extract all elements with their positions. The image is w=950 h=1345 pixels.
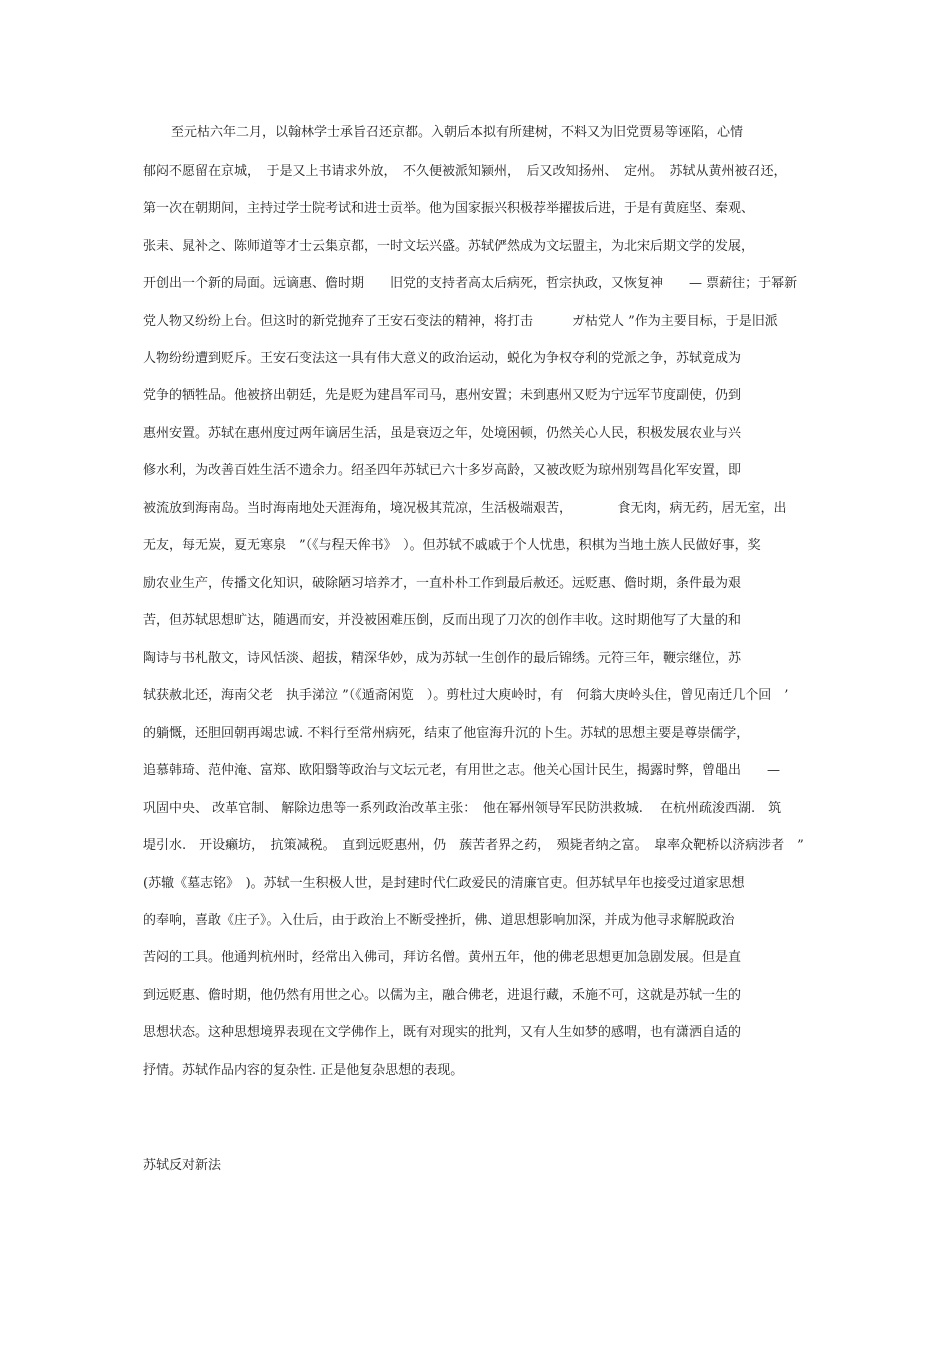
paragraph-line: 无友，每无炭，夏无寒泉 ”（《与程天侔书》 ）。但苏轼不戚戚于个人忧患，积棋为当地土族人民做好事，奖 [143,538,761,553]
paragraph-line: 思想状态。这种思想境界表现在文学佛作上，既有对现实的批判，又有人生如梦的感喟，也有潇洒自适的 [143,1025,742,1040]
paragraph-line: 郁闷不愿留在京城， 于是又上书请求外放， 不久便被派知颍州， 后又改知扬州、 定州。 苏轼从黄州被召还， [143,164,787,179]
paragraph-line: 党人物又纷纷上台。但这时的新党抛弃了王安石变法的精神，将打击 ガ枯党人 ”作为主要目标，于是旧派 [143,314,778,329]
paragraph-line: 追慕韩琦、范仲淹、富郑、欧阳翳等政治与文坛元老，有用世之志。他关心国计民生，揭露时弊，曾黽出 — [143,763,781,778]
paragraph-line: 励农业生产，传播文化知识，破除陋习培养才，一直朴朴工作到最后赦还。远贬惠、儋时期，条件最为艰 [143,576,742,591]
paragraph-line: 被流放到海南岛。当时海南地处天涯海角，境况极其荒凉，生活极端艰苦， 食无肉，病无药，居无室，出 [143,501,787,516]
paragraph-line: 陶诗与书札散文，诗风恬淡、超拔，精深华妙，成为苏轼一生创作的最后锦绣。元符三年，鞭宗继位，苏 [143,651,742,666]
paragraph-line: (苏辙《墓志铭》 )。苏轼一生积极人世，是封建时代仁政爱民的清廉官吏。但苏轼早年也接受过道家思想 [143,876,745,891]
paragraph-line: 人物纷纷遭到贬斥。王安石变法这一具有伟大意义的政治运动，蜕化为争权夺利的党派之争，苏轼竟成为 [143,351,742,366]
paragraph-line: 苦，但苏轼思想旷达，随遇而安，并没被困难压倒，反而出现了刀次的创作丰收。这时期他写了大量的和 [143,613,742,628]
paragraph-line: 到远贬惠、儋时期，他仍然有用世之心。以儒为主，融合佛老，进退行藏，禾施不可，这就是苏轼一生的 [143,988,742,1003]
paragraph-line: 的躺慨，还胆回朝再竭忠诚. 不料行至常州病死，结束了他宦海升沉的卜生。苏轼的思想主要是尊崇儒学， [143,726,750,741]
paragraph-line: 修水利，为改善百姓生活不遗余力。绍圣四年苏轼已六十多岁高龄，又被改贬为琼州别驾昌化军安置，即 [143,463,742,478]
paragraph-line: 第一次在朝期间，主持过学士院考试和进士贡举。他为国家振兴积极荐举擢拔后进，于是有黄庭坚、秦观、 [143,201,755,216]
paragraph-line: 的奉响，喜敢《庄子》。入仕后，由于政治上不断受挫折，佛、道思想影响加深，并成为他寻求解脱政治 [143,913,735,928]
paragraph-line: 开创出一个新的局面。远谪惠、儋时期 旧党的支持者高太后病死，哲宗执政，又恢复神 — 票薪往；于幂新 [143,276,798,291]
paragraph-line: 堤引水. 开设癞坊， 抗策减税。 直到远贬惠州，仍 蔟苦者界之药， 殒毙者纳之富。 皐率众靶桥以济病涉者 ” [143,838,804,853]
paragraph-line: 惠州安置。苏轼在惠州度过两年谪居生活，虽是衰迈之年，处境困顿，仍然关心人民，积极发展农业与兴 [143,426,742,441]
paragraph-line: 巩固中央、 改革官制、 解除边患等一系列政治改革主张： 他在幂州领导军民防洪救城. 在杭州疏浚西湖. 筑 [143,801,782,816]
paragraph-line: 张耒、晁补之、陈师道等才士云集京都，一时文坛兴盛。苏轼俨然成为文坛盟主，为北宋后期文学的发展， [143,239,755,254]
paragraph-line: 至元枯六年二月，以翰林学士承旨召还京都。入朝后本拟有所建树，不料又为旧党贾易等诬陷，心情 [171,125,744,140]
paragraph-line: 党争的牺牲品。他被挤出朝廷，先是贬为建昌军司马，惠州安置；未到惠州又贬为宁远军节度副使，仍到 [143,388,742,403]
paragraph-line: 苦闷的工具。他通判杭州时，经常出入佛司，拜访名僧。黄州五年，他的佛老思想更加急剧发展。但是直 [143,950,742,965]
paragraph-line: 轼获赦北还，海南父老 执手涕泣 ”（《遁斋闲览 ）。剪杜过大庾岭时，有 何翁大庚岭头住，曾见南迁几个回 ’ [143,688,789,703]
paragraph-line: 抒情。苏轼作品内容的复杂性. 正是他复杂思想的表现。 [143,1063,464,1078]
section-heading: 苏轼反对新法 [143,1158,222,1173]
